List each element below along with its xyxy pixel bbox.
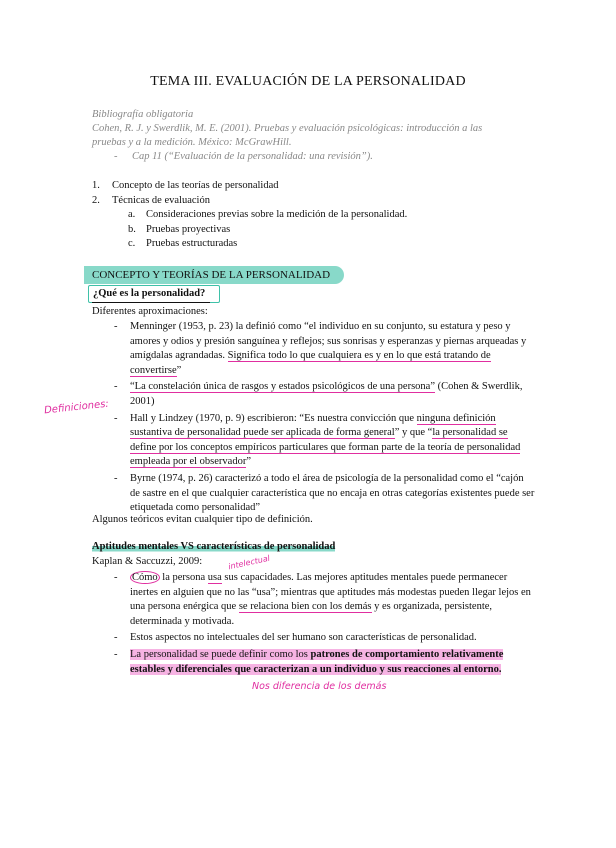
handwritten-intellectual-note: intelectual <box>227 553 271 572</box>
bullet-dash: - <box>114 321 118 332</box>
text-run: ” <box>176 364 182 376</box>
approaches-intro: Diferentes aproximaciones: <box>92 306 208 317</box>
byrne-definition: Byrne (1974, p. 26) caracterizó a todo el área de psicología de la personalidad como el “cajón de sastre en el que cualquier característica que no encaja en otras categorías existentes puede ser etiquetada como personalidad” <box>130 472 535 514</box>
text-run: Menninger (1953, p. 23) la definió como “el individuo en su conjunto, su estatura y peso y amores y odios y presión sanguínea y reflejos; sus sonrisas y esperanzas y piernas arqueadas y amígdalas agrandadas. <box>130 321 527 362</box>
hall-lindzey-definition <box>130 412 536 470</box>
aptitudes-source: Kaplan & Saccuzzi, 2009: <box>92 556 203 567</box>
underlined-text: la personalidad se define por los conceptos empíricos particulares que forman parte de la teoría de personalidad empleada por el observador <box>130 427 521 468</box>
bibliography-ref-line2: pruebas y a la medición. México: McGrawHill. <box>92 137 292 148</box>
toc-subitem <box>92 237 572 252</box>
bullet-dash: - <box>114 412 118 424</box>
text-run: ” y que “ <box>394 427 433 439</box>
chapter-text: Cap 11 (“Evaluación de la personalidad: una revisión”). <box>132 151 373 162</box>
bullet-dash: - <box>114 572 118 583</box>
aptitudes-heading <box>92 541 335 552</box>
toc-text: Concepto de las teorías de personalidad <box>112 180 279 191</box>
text-run: la persona <box>159 572 208 583</box>
list-item <box>92 571 536 629</box>
handwritten-differentiate-note: Nos diferencia de los demás <box>252 681 387 692</box>
question-heading: ¿Qué es la personalidad? <box>88 285 220 303</box>
underlined-text: usa <box>207 572 222 583</box>
text-run: (Cohen & Swerdlik, 2001) <box>130 381 523 407</box>
toc-subnumber: b. <box>128 223 136 235</box>
aptitudes-heading-text: Aptitudes mentales VS características de personalidad <box>92 541 336 552</box>
text-run: sus capacidades. Las mejores aptitudes mentales puede permanecer inertes en alguien que no las “usa”; mientras que aptitudes más modestas pueden llegar lejos en una persona enérgica que <box>130 572 531 613</box>
highlighted-text: La personalidad se puede definir como los <box>130 648 311 660</box>
list-item <box>92 631 536 646</box>
section-header: CONCEPTO Y TEORÍAS DE LA PERSONALIDAD <box>84 266 344 284</box>
aptitudes-item-1 <box>130 571 536 629</box>
cohen-definition <box>130 380 536 409</box>
toc-subitem <box>92 223 572 238</box>
underlined-text: “La constelación única de rasgos y estados psicológicos de una persona” <box>130 381 435 393</box>
toc-number: 2. <box>92 194 100 206</box>
list-item <box>92 380 536 409</box>
bibliography <box>92 108 572 164</box>
toc-subitem <box>92 208 572 223</box>
aptitudes-item-2: Estos aspectos no intelectuales del ser humano son características de personalidad. <box>130 632 477 644</box>
underlined-text: ninguna definición sustantiva de personalidad puede ser aplicada de forma general <box>130 412 496 439</box>
question-underline <box>92 302 210 303</box>
toc-subnumber: c. <box>128 238 136 249</box>
highlighted-bold-text: patrones de comportamiento relativamente estables y diferenciales que caracterizan a un individuo y sus reacciones al entorno. <box>130 648 504 675</box>
list-item <box>92 648 536 677</box>
bullet-dash: - <box>114 632 118 644</box>
toc-item <box>92 194 572 209</box>
menninger-definition <box>130 320 536 378</box>
table-of-contents <box>92 179 572 252</box>
aptitudes-list <box>92 571 536 679</box>
list-item <box>92 320 536 378</box>
text-run: Hall y Lindzey (1970, p. 9) escribieron: “Es nuestra convicción que <box>130 412 417 424</box>
underlined-text: Significa todo lo que cualquiera es y en lo que está tratando de convertirse <box>130 350 491 376</box>
toc-item <box>92 179 572 194</box>
approaches-list <box>92 320 536 518</box>
aptitudes-item-3 <box>130 648 536 677</box>
bullet-dash: - <box>114 151 118 162</box>
list-item <box>92 472 536 516</box>
bibliography-heading: Bibliografía obligatoria <box>92 109 194 120</box>
toc-subtext: Consideraciones previas sobre la medición de la personalidad. <box>146 209 408 220</box>
toc-subtext: Pruebas proyectivas <box>146 223 231 235</box>
avoid-definition-text: Algunos teóricos evitan cualquier tipo de definición. <box>92 514 313 525</box>
toc-number: 1. <box>92 180 100 191</box>
underlined-text: se relaciona bien con los demás <box>238 601 372 613</box>
bullet-dash: - <box>114 472 118 484</box>
toc-subtext: Pruebas estructuradas <box>146 238 238 249</box>
toc-text: Técnicas de evaluación <box>112 194 210 206</box>
text-run: y es organizada, persistente, determinada y motivada. <box>130 601 493 627</box>
bullet-dash: - <box>114 381 118 393</box>
bibliography-ref-line1: Cohen, R. J. y Swerdlik, M. E. (2001). Pruebas y evaluación psicológicas: introducción a las <box>92 123 483 134</box>
toc-subnumber: a. <box>128 209 136 220</box>
handwritten-definitions-note: Definiciones: <box>43 398 110 417</box>
page-title: TEMA III. EVALUACIÓN DE LA PERSONALIDAD <box>150 74 466 89</box>
text-run: ” <box>246 456 251 468</box>
list-item <box>92 412 536 470</box>
bullet-dash: - <box>114 648 118 660</box>
circled-text: Cómo <box>132 572 158 583</box>
bibliography-chapter <box>92 150 572 164</box>
